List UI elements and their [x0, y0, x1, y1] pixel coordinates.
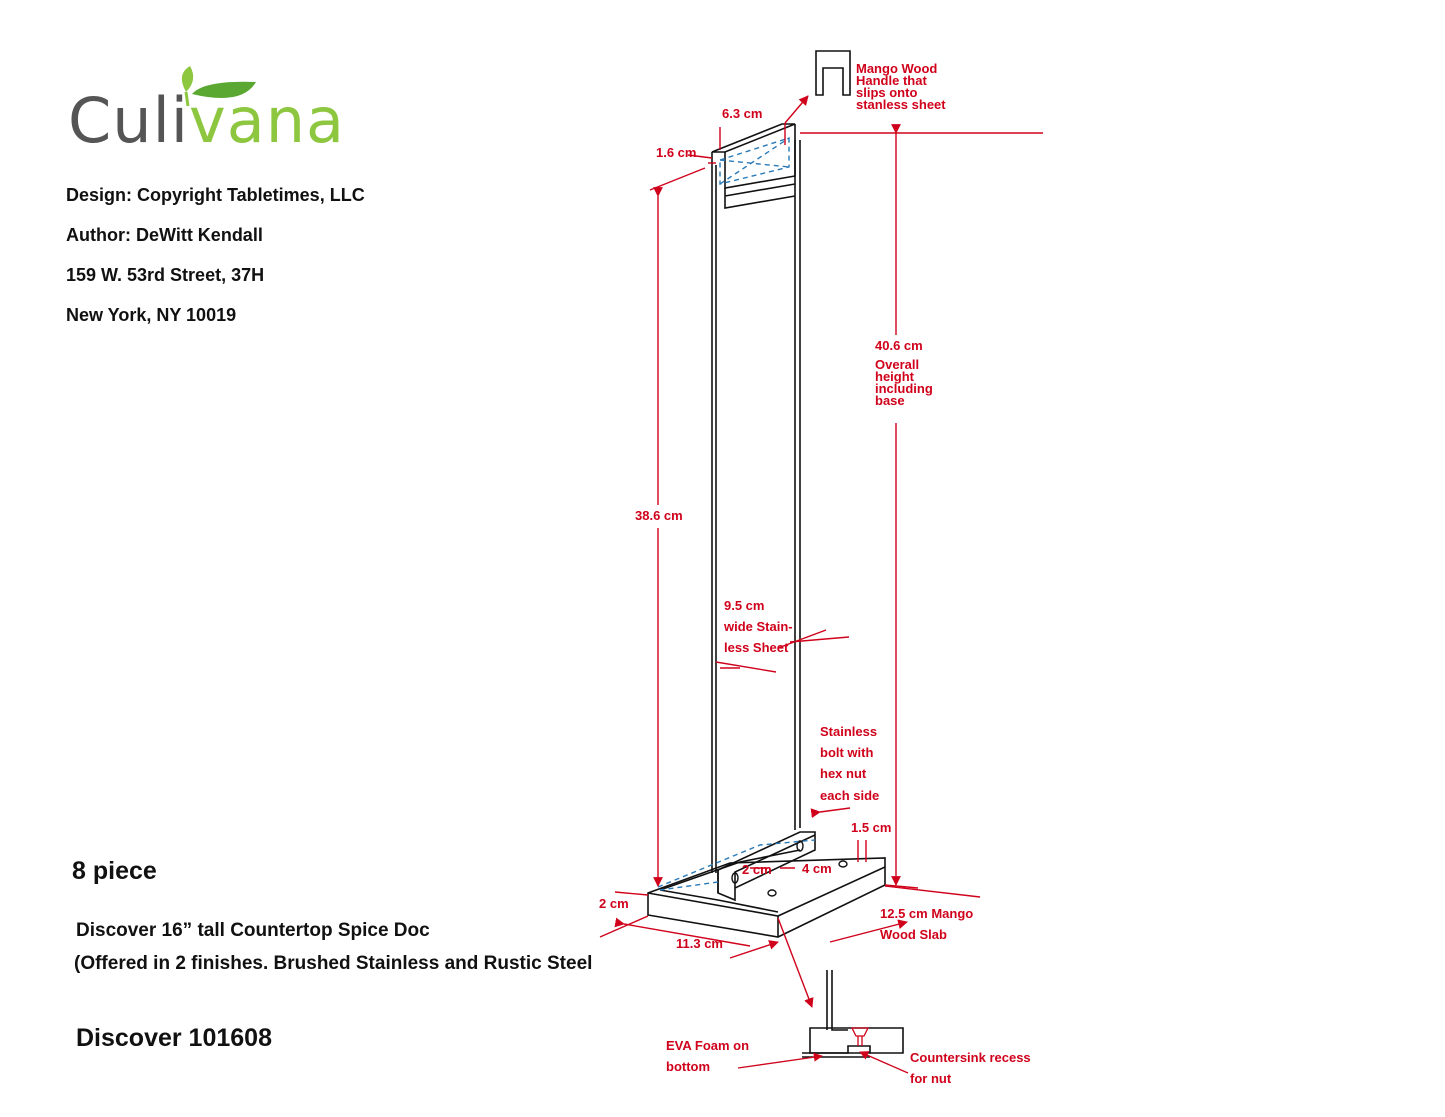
overall-height-line-5: base — [875, 393, 905, 408]
bracket-2cm-label: 2 cm — [742, 862, 772, 877]
overall-height-line-4: including — [875, 381, 933, 396]
handle-label — [856, 61, 946, 112]
overall-height-line-2: Overall — [875, 357, 920, 372]
sheet-width-label — [723, 598, 796, 655]
base-width-label — [880, 906, 977, 942]
piece-count: 8 piece — [72, 857, 157, 885]
street-address: 159 W. 53rd Street, 37H — [66, 265, 265, 285]
base-depth-label: 11.3 cm — [676, 936, 723, 951]
top-thickness-label: 1.6 cm — [656, 145, 697, 160]
handle-profile-icon — [816, 51, 850, 95]
design-credit: Design: Copyright Tabletimes, LLC — [66, 185, 365, 205]
base-height-label: 2 cm — [599, 896, 629, 911]
base-width-line-2: Wood Slab — [880, 927, 947, 942]
countersink-line-1: Countersink recess — [910, 1050, 1031, 1065]
foam-label-line-2: bottom — [666, 1059, 711, 1074]
bolt-label-line-3: hex nut — [820, 766, 867, 781]
overall-height-line-3: height — [875, 369, 914, 384]
model-number: Discover 101608 — [76, 1024, 272, 1052]
top-width-label: 6.3 cm — [722, 106, 763, 121]
handle-label-line-4: stanless sheet — [856, 97, 946, 112]
countersink-label — [910, 1050, 1034, 1086]
logo-word-part-1: Culi — [68, 84, 190, 157]
bracket-thickness-label: 1.5 cm — [851, 820, 892, 835]
sheet-width-line-3: less Sheet — [724, 640, 789, 655]
sheet-width-line-2: wide Stain- — [724, 619, 793, 634]
foam-label-line-1: EVA Foam on — [666, 1038, 750, 1053]
base-width-line-1: 12.5 cm Mango — [880, 906, 974, 921]
foam-label — [666, 1038, 753, 1074]
cross-section — [802, 970, 903, 1057]
bolt-label-line-4: each side — [820, 788, 880, 803]
bracket-4cm-label: 4 cm — [802, 861, 832, 876]
handle-label-line-1: Mango Wood — [856, 61, 938, 76]
countersink-bolt — [738, 1028, 908, 1073]
countersink-line-2: for nut — [910, 1071, 952, 1086]
sheet-height-label: 38.6 cm — [635, 508, 683, 523]
stand-drawing — [648, 124, 885, 937]
bolt-label — [820, 724, 881, 803]
overall-height-label — [875, 338, 936, 408]
overall-height-line-1: 40.6 cm — [875, 338, 923, 353]
handle-label-line-2: Handle that — [856, 73, 927, 88]
bolt-label-line-2: bolt with — [820, 745, 874, 760]
bolt-label-line-1: Stainless — [820, 724, 878, 739]
city-address: New York, NY 10019 — [66, 305, 237, 325]
logo-word-part-2: vana — [189, 84, 346, 157]
author-credit: Author: DeWitt Kendall — [66, 225, 263, 245]
handle-label-line-3: slips onto — [856, 85, 918, 100]
product-finishes: (Offered in 2 finishes. Brushed Stainless and Rustic Steel — [74, 953, 593, 974]
product-description: Discover 16” tall Countertop Spice Doc — [76, 920, 430, 941]
sheet-width-line-1: 9.5 cm — [724, 598, 765, 613]
